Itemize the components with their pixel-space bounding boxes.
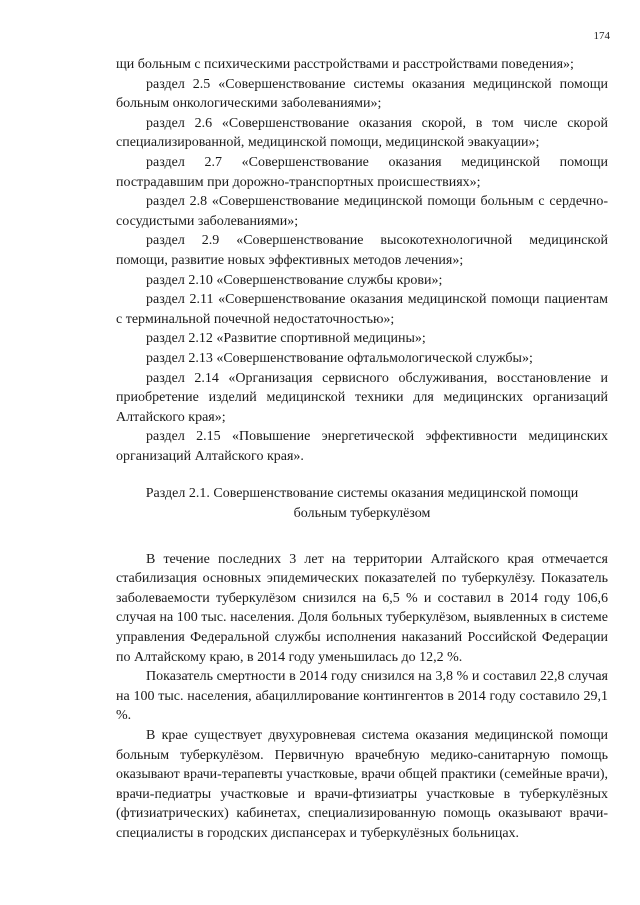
list-item: раздел 2.9 «Совершенствование высокотехнологичной медицинской помощи, развитие новых эффективных методов лечения»; [116, 233, 608, 268]
list-item: щи больным с психическими расстройствами и расстройствами поведения»; [116, 57, 574, 72]
list-item: раздел 2.11 «Совершенствование оказания медицинской помощи пациентам с терминальной почечной недостаточностью»; [116, 292, 608, 327]
list-item: раздел 2.14 «Организация сервисного обслуживания, восстановление и приобретение изделий медицинской техники для медицинских организаций Алтайского края»; [116, 370, 608, 425]
list-item: раздел 2.7 «Совершенствование оказания медицинской помощи пострадавшим при дорожно-транспортных происшествиях»; [116, 154, 608, 190]
list-item: раздел 2.6 «Совершенствование оказания скорой, в том числе скорой специализированной, медицинской помощи, медицинской эвакуации»; [116, 115, 608, 151]
section-heading-line: больным туберкулёзом [293, 506, 431, 522]
section-heading-line: Раздел 2.1. Совершенствование системы оказания медицинской помощи [145, 486, 579, 502]
body-paragraph: В течение последних 3 лет на территории Алтайского края отмечается стабилизация основных эпидемических показателей по туберкулёзу. Показатель заболеваемости туберкулёзом снизился на 6,5 % и составил в 2014 году 106,6 случая на 100 тыс. населения. Доля больных туберкулёзом, выявленных в системе управления Федеральной службы исполнения наказаний Российской Федерации по Алтайскому краю, в 2014 году уменьшилась до 12,2 %. [116, 551, 608, 665]
list-item: раздел 2.10 «Совершенствование службы крови»; [146, 272, 443, 288]
section-heading [116, 484, 608, 523]
page-number: 174 [593, 30, 610, 42]
page-content [116, 55, 608, 844]
list-item: раздел 2.5 «Совершенствование системы оказания медицинской помощи больным онкологическими заболеваниями»; [116, 76, 608, 112]
list-item: раздел 2.12 «Развитие спортивной медицины»; [146, 331, 426, 347]
body-paragraph: Показатель смертности в 2014 году снизился на 3,8 % и составил 22,8 случая на 100 тыс. населения, абациллирование контингентов в 2014 году составило 29,1 %. [116, 669, 608, 724]
body-paragraph: В крае существует двухуровневая система оказания медицинской помощи больным туберкулёзом. Первичную врачебную медико-санитарную помощь оказывают врачи-терапевты участковые, врачи общей практики (семейные врачи), врачи-педиатры участковые и врачи-фтизиатры участковые в туберкулёзных (фтизиатрических) кабинетах, специализированную помощь оказывают врачи-специалисты в городских диспансерах и туберкулёзных больницах. [116, 728, 608, 841]
list-item: раздел 2.8 «Совершенствование медицинской помощи больным с сердечно-сосудистыми заболеваниями»; [116, 194, 608, 229]
list-item: раздел 2.13 «Совершенствование офтальмологической службы»; [146, 350, 533, 366]
list-item: раздел 2.15 «Повышение энергетической эффективности медицинских организаций Алтайского края». [116, 429, 608, 464]
